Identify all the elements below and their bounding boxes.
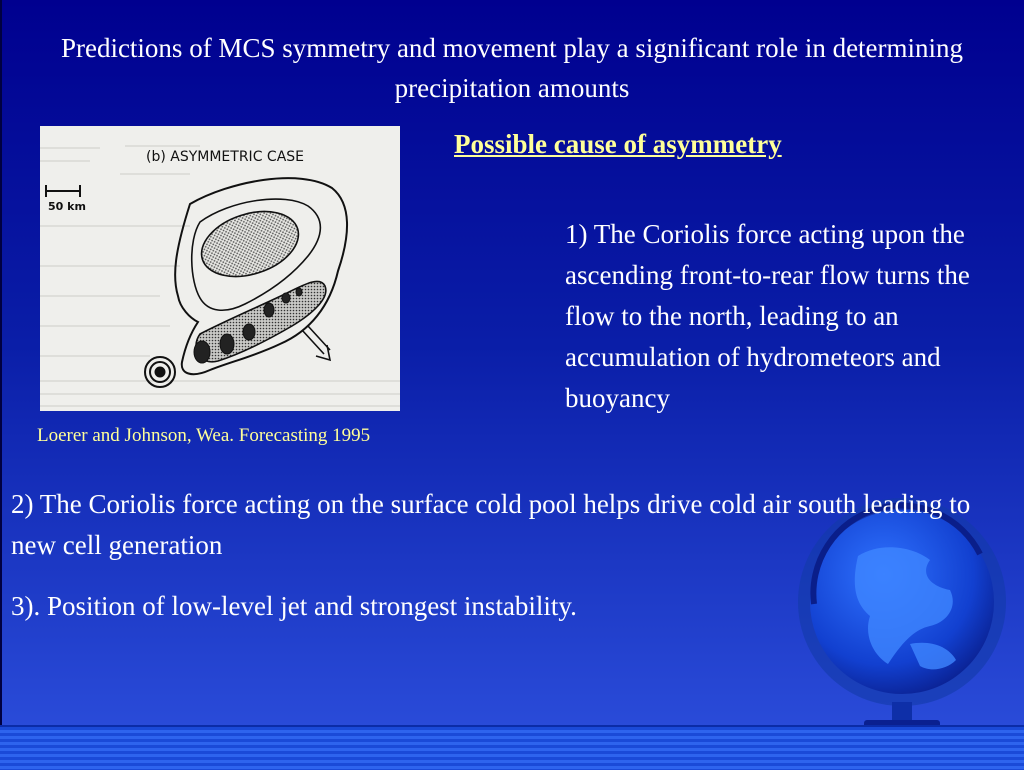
motion-arrow (302, 326, 330, 360)
isolated-cell (145, 357, 175, 387)
convective-line-contour (196, 281, 326, 361)
slide-title: Predictions of MCS symmetry and movement play a significant role in determining precipitation amounts (60, 33, 964, 103)
point-2-text: 2) The Coriolis force acting on the surface cold pool helps drive cold air south leading to new cell generation (11, 489, 971, 560)
figure-panel-label: (b) ASYMMETRIC CASE (146, 149, 304, 165)
slide-frame-edge (0, 0, 2, 768)
section-subheading: Possible cause of asymmetry (454, 129, 782, 159)
figure-caption: Loerer and Johnson, Wea. Forecasting 1995 (37, 425, 371, 446)
footer-band (0, 725, 1024, 770)
point-3-text: 3). Position of low-level jet and strongest instability. (11, 591, 577, 621)
asymmetric-case-figure (40, 126, 400, 411)
scale-bar (46, 185, 80, 197)
scale-bar-label: 50 km (48, 200, 86, 213)
point-1-text: 1) The Coriolis force acting upon the ascending front-to-rear flow turns the flow to the north, leading to an accumulation of hydrometeors and buoyancy (565, 219, 970, 413)
